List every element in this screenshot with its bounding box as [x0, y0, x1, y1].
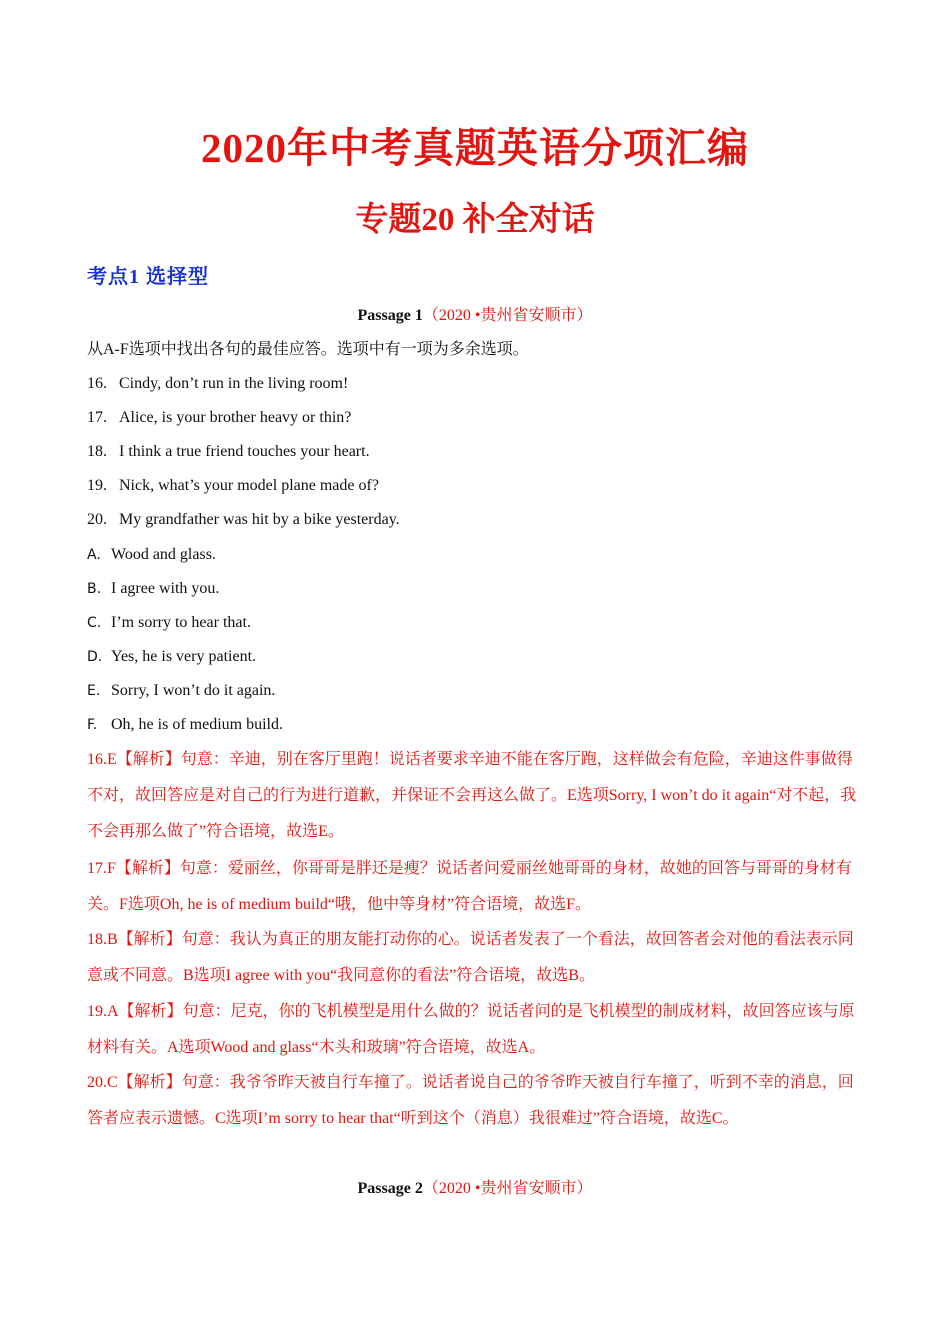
- answer-20: [87, 1065, 865, 1137]
- passage-1-name: Passage 1: [357, 307, 423, 324]
- passage-1-heading: [0, 304, 950, 328]
- question-number: 17.: [87, 409, 107, 426]
- passage-2-heading: [0, 1177, 950, 1201]
- option-text: Yes, he is very patient.: [111, 648, 257, 665]
- question-text: Cindy, don’t run in the living room!: [119, 375, 349, 392]
- section-title: 考点1 选择型: [87, 266, 209, 288]
- option-text: I’m sorry to hear that.: [111, 614, 251, 631]
- answer-explanation: 句意：爱丽丝，你哥哥是胖还是瘦？说话者问爱丽丝她哥哥的身材，故她的回答与哥哥的身材有关。F选项Oh, he is of medium build“哦，他中等身材”符合语境，故选F。: [87, 860, 852, 913]
- option-letter: A.: [87, 547, 101, 563]
- option-letter: D.: [87, 649, 103, 665]
- answer-key: 18.B【解析】: [87, 931, 182, 948]
- option-letter: F.: [87, 717, 98, 733]
- answer-explanation: 句意：尼克，你的飞机模型是用什么做的？说话者问的是飞机模型的制成材料，故回答应该与原材料有关。A选项Wood and glass“木头和玻璃”符合语境，故选A。: [87, 1003, 855, 1056]
- question-18: [87, 440, 370, 464]
- question-number: 18.: [87, 443, 107, 460]
- question-number: 19.: [87, 477, 107, 494]
- option-text: Oh, he is of medium build.: [111, 716, 283, 733]
- option-letter: C.: [87, 615, 102, 631]
- answer-17: [87, 851, 865, 923]
- question-text: My grandfather was hit by a bike yesterday.: [119, 511, 400, 528]
- passage-2-source: （2020 •贵州省安顺市）: [422, 1180, 593, 1197]
- sub-title: 专题20 补全对话: [355, 202, 595, 238]
- option-text: Wood and glass.: [111, 546, 216, 563]
- question-number: 16.: [87, 375, 107, 392]
- instruction-text: 从A-F选项中找出各句的最佳应答。选项中有一项为多余选项。: [87, 341, 529, 358]
- option-letter: B.: [87, 581, 102, 597]
- option-letter: E.: [87, 683, 101, 699]
- question-16: [87, 372, 348, 396]
- answer-key: 17.F【解析】: [87, 860, 180, 877]
- option-c: [87, 611, 251, 635]
- answer-explanation: 句意：辛迪，别在客厅里跑！说话者要求辛迪不能在客厅跑，这样做会有危险，辛迪这件事做得不对，故回答应是对自己的行为进行道歉，并保证不会再这么做了。E选项Sorry, I won’t do it again“对不起，我不会再那么做了”符合语境，故选E。: [87, 751, 857, 840]
- option-text: I agree with you.: [111, 580, 220, 597]
- question-text: I think a true friend touches your heart.: [119, 443, 370, 460]
- answer-key: 20.C【解析】: [87, 1074, 182, 1091]
- answer-19: [87, 994, 865, 1066]
- answer-key: 16.E【解析】: [87, 751, 181, 768]
- passage-2-name: Passage 2: [357, 1180, 423, 1197]
- answer-explanation: 句意：我爷爷昨天被自行车撞了。说话者说自己的爷爷昨天被自行车撞了，听到不幸的消息，回答者应表示遗憾。C选项I’m sorry to hear that“听到这个（消息）我很难过”符合语境，故选C。: [87, 1074, 854, 1127]
- answer-16: [87, 742, 865, 850]
- question-19: [87, 474, 379, 498]
- passage-1-source: （2020 •贵州省安顺市）: [422, 307, 593, 324]
- option-e: [87, 679, 275, 703]
- option-d: [87, 645, 256, 669]
- main-title: 2020年中考真题英语分项汇编: [201, 125, 749, 171]
- answer-18: [87, 922, 865, 994]
- answer-explanation: 句意：我认为真正的朋友能打动你的心。说话者发表了一个看法，故回答者会对他的看法表示同意或不同意。B选项I agree with you“我同意你的看法”符合语境，故选B。: [87, 931, 854, 984]
- option-text: Sorry, I won’t do it again.: [111, 682, 276, 699]
- question-20: [87, 508, 400, 532]
- answer-key: 19.A【解析】: [87, 1003, 183, 1020]
- option-a: [87, 543, 216, 567]
- question-text: Alice, is your brother heavy or thin?: [119, 409, 352, 426]
- question-number: 20.: [87, 511, 107, 528]
- option-f: [87, 713, 283, 737]
- option-b: [87, 577, 219, 601]
- question-text: Nick, what’s your model plane made of?: [119, 477, 379, 494]
- question-17: [87, 406, 351, 430]
